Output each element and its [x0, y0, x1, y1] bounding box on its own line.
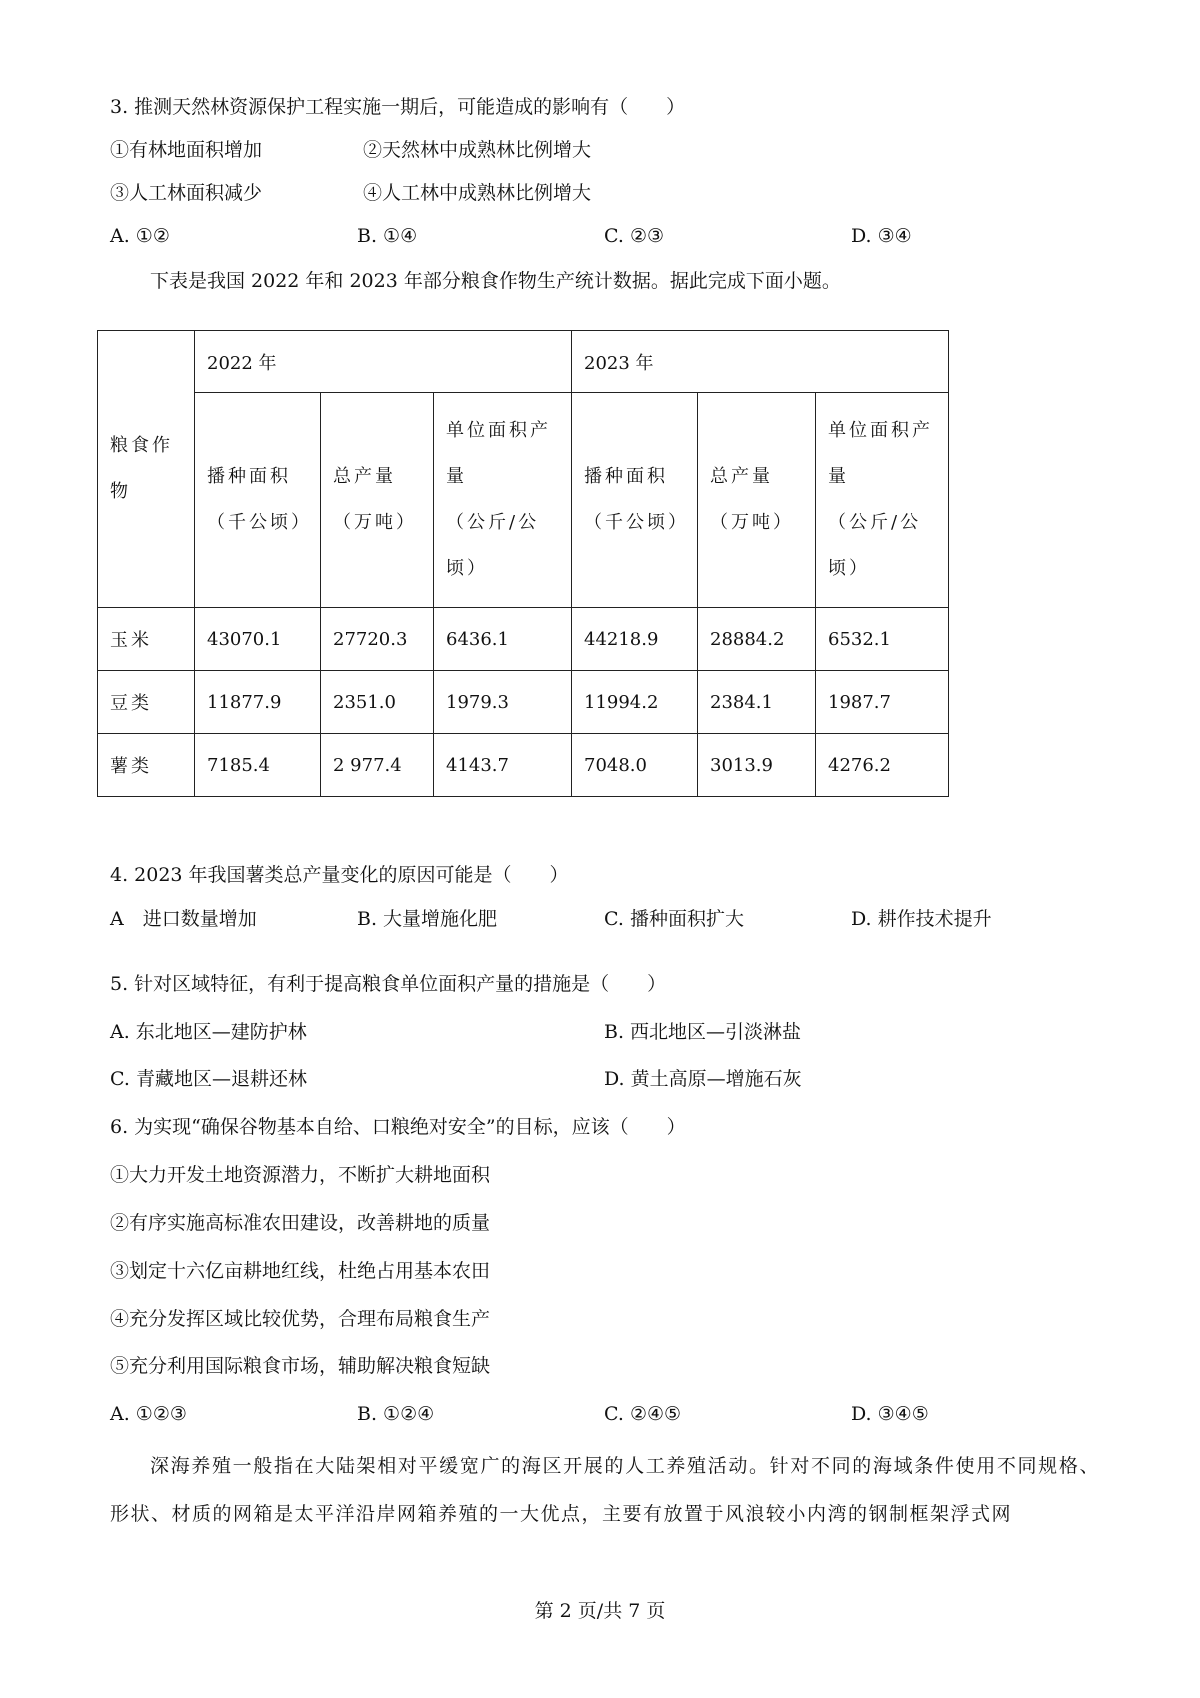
- q3-item-2: ②天然林中成熟林比例增大: [363, 139, 592, 161]
- q3-item-1: ①有林地面积增加: [110, 139, 263, 161]
- q6-item-2: ②有序实施高标准农田建设，改善耕地的质量: [110, 1212, 491, 1234]
- table-cell: 11877.9: [195, 671, 321, 734]
- q4-option-c: C. 播种面积扩大: [604, 908, 744, 930]
- q3-option-b: B. ①④: [357, 225, 418, 247]
- q6-item-3: ③划定十六亿亩耕地红线，杜绝占用基本农田: [110, 1260, 491, 1282]
- page-number-footer: 第 2 页/共 7 页: [534, 1600, 666, 1622]
- year-header-2023: 2023 年: [572, 331, 949, 393]
- crop-name: 薯类: [98, 734, 195, 797]
- table-cell: 4143.7: [434, 734, 572, 797]
- table-corner-header: [98, 331, 195, 608]
- subheader-unit: （万吨）: [333, 512, 417, 533]
- q4-option-a: A 进口数量增加: [110, 908, 257, 930]
- table-cell: 4276.2: [816, 734, 949, 797]
- table-cell: 6436.1: [434, 608, 572, 671]
- table-cell: 28884.2: [698, 608, 816, 671]
- table-cell: 2 977.4: [321, 734, 434, 797]
- table-cell: 1987.7: [816, 671, 949, 734]
- crop-name: 豆类: [98, 671, 195, 734]
- subheader-output-2023: [698, 393, 816, 608]
- q6-item-1: ①大力开发土地资源潜力，不断扩大耕地面积: [110, 1164, 491, 1186]
- year-header-2022: 2022 年: [195, 331, 572, 393]
- q6-item-5: ⑤充分利用国际粮食市场，辅助解决粮食短缺: [110, 1355, 491, 1377]
- subheader-area-2022: [195, 393, 321, 608]
- subheader-unit: （公斤/公顷）: [828, 512, 922, 579]
- q5-option-a: A. 东北地区—建防护林: [110, 1021, 307, 1043]
- q3-item-4: ④人工林中成熟林比例增大: [363, 182, 592, 204]
- q3-item-3: ③人工林面积减少: [110, 182, 263, 204]
- subheader-label: 总产量: [710, 466, 773, 487]
- table-cell: 43070.1: [195, 608, 321, 671]
- table-row-beans: [98, 671, 949, 734]
- q4-stem: 4. 2023 年我国薯类总产量变化的原因可能是（ ）: [110, 864, 569, 886]
- table-cell: 1979.3: [434, 671, 572, 734]
- table-cell: 7185.4: [195, 734, 321, 797]
- table-row-corn: [98, 608, 949, 671]
- q4-option-d: D. 耕作技术提升: [851, 908, 992, 930]
- subheader-yield-2022: [434, 393, 572, 608]
- q6-item-4: ④充分发挥区域比较优势，合理布局粮食生产: [110, 1308, 491, 1330]
- table-row-tubers: [98, 734, 949, 797]
- subheader-label: 总产量: [333, 466, 396, 487]
- table-cell: 27720.3: [321, 608, 434, 671]
- subheader-label: 播种面积: [207, 466, 291, 487]
- table-cell: 6532.1: [816, 608, 949, 671]
- q3-option-a: A. ①②: [110, 225, 170, 247]
- subheader-unit: （千公顷）: [207, 512, 312, 533]
- table-cell: 44218.9: [572, 608, 698, 671]
- subheader-unit: （公斤/公顷）: [446, 512, 540, 579]
- subheader-label: 单位面积产量: [828, 420, 933, 487]
- q5-option-d: D. 黄土高原—增施石灰: [604, 1068, 802, 1090]
- q6-option-a: A. ①②③: [110, 1403, 187, 1425]
- subheader-label: 单位面积产量: [446, 420, 551, 487]
- subheader-unit: （千公顷）: [584, 512, 689, 533]
- subheader-unit: （万吨）: [710, 512, 794, 533]
- q5-stem: 5. 针对区域特征，有利于提高粮食单位面积产量的措施是（ ）: [110, 973, 667, 995]
- table-cell: 3013.9: [698, 734, 816, 797]
- subheader-yield-2023: [816, 393, 949, 608]
- table-cell: 2384.1: [698, 671, 816, 734]
- subheader-area-2023: [572, 393, 698, 608]
- q5-option-b: B. 西北地区—引淡淋盐: [604, 1021, 802, 1043]
- q6-option-d: D. ③④⑤: [851, 1403, 929, 1425]
- grain-production-table: [97, 330, 949, 797]
- q4-option-b: B. 大量增施化肥: [357, 908, 498, 930]
- table-cell: 7048.0: [572, 734, 698, 797]
- reading-passage: 深海养殖一般指在大陆架相对平缓宽广的海区开展的人工养殖活动。针对不同的海域条件使用不同规格、形状、材质的网箱是太平洋沿岸网箱养殖的一大优点，主要有放置于风浪较小内湾的钢制框架浮式网: [110, 1455, 1100, 1525]
- q6-option-c: C. ②④⑤: [604, 1403, 682, 1425]
- q3-stem: 3. 推测天然林资源保护工程实施一期后，可能造成的影响有（ ）: [110, 96, 686, 118]
- table-cell: 2351.0: [321, 671, 434, 734]
- table-intro: 下表是我国 2022 年和 2023 年部分粮食作物生产统计数据。据此完成下面小题。: [150, 270, 841, 292]
- corner-label: 粮食作物: [110, 435, 173, 502]
- q6-stem: 6. 为实现“确保谷物基本自给、口粮绝对安全”的目标，应该（ ）: [110, 1116, 686, 1138]
- subheader-output-2022: [321, 393, 434, 608]
- table-cell: 11994.2: [572, 671, 698, 734]
- subheader-label: 播种面积: [584, 466, 668, 487]
- q3-option-d: D. ③④: [851, 225, 912, 247]
- q5-option-c: C. 青藏地区—退耕还林: [110, 1068, 307, 1090]
- q6-option-b: B. ①②④: [357, 1403, 435, 1425]
- q3-option-c: C. ②③: [604, 225, 665, 247]
- crop-name: 玉米: [98, 608, 195, 671]
